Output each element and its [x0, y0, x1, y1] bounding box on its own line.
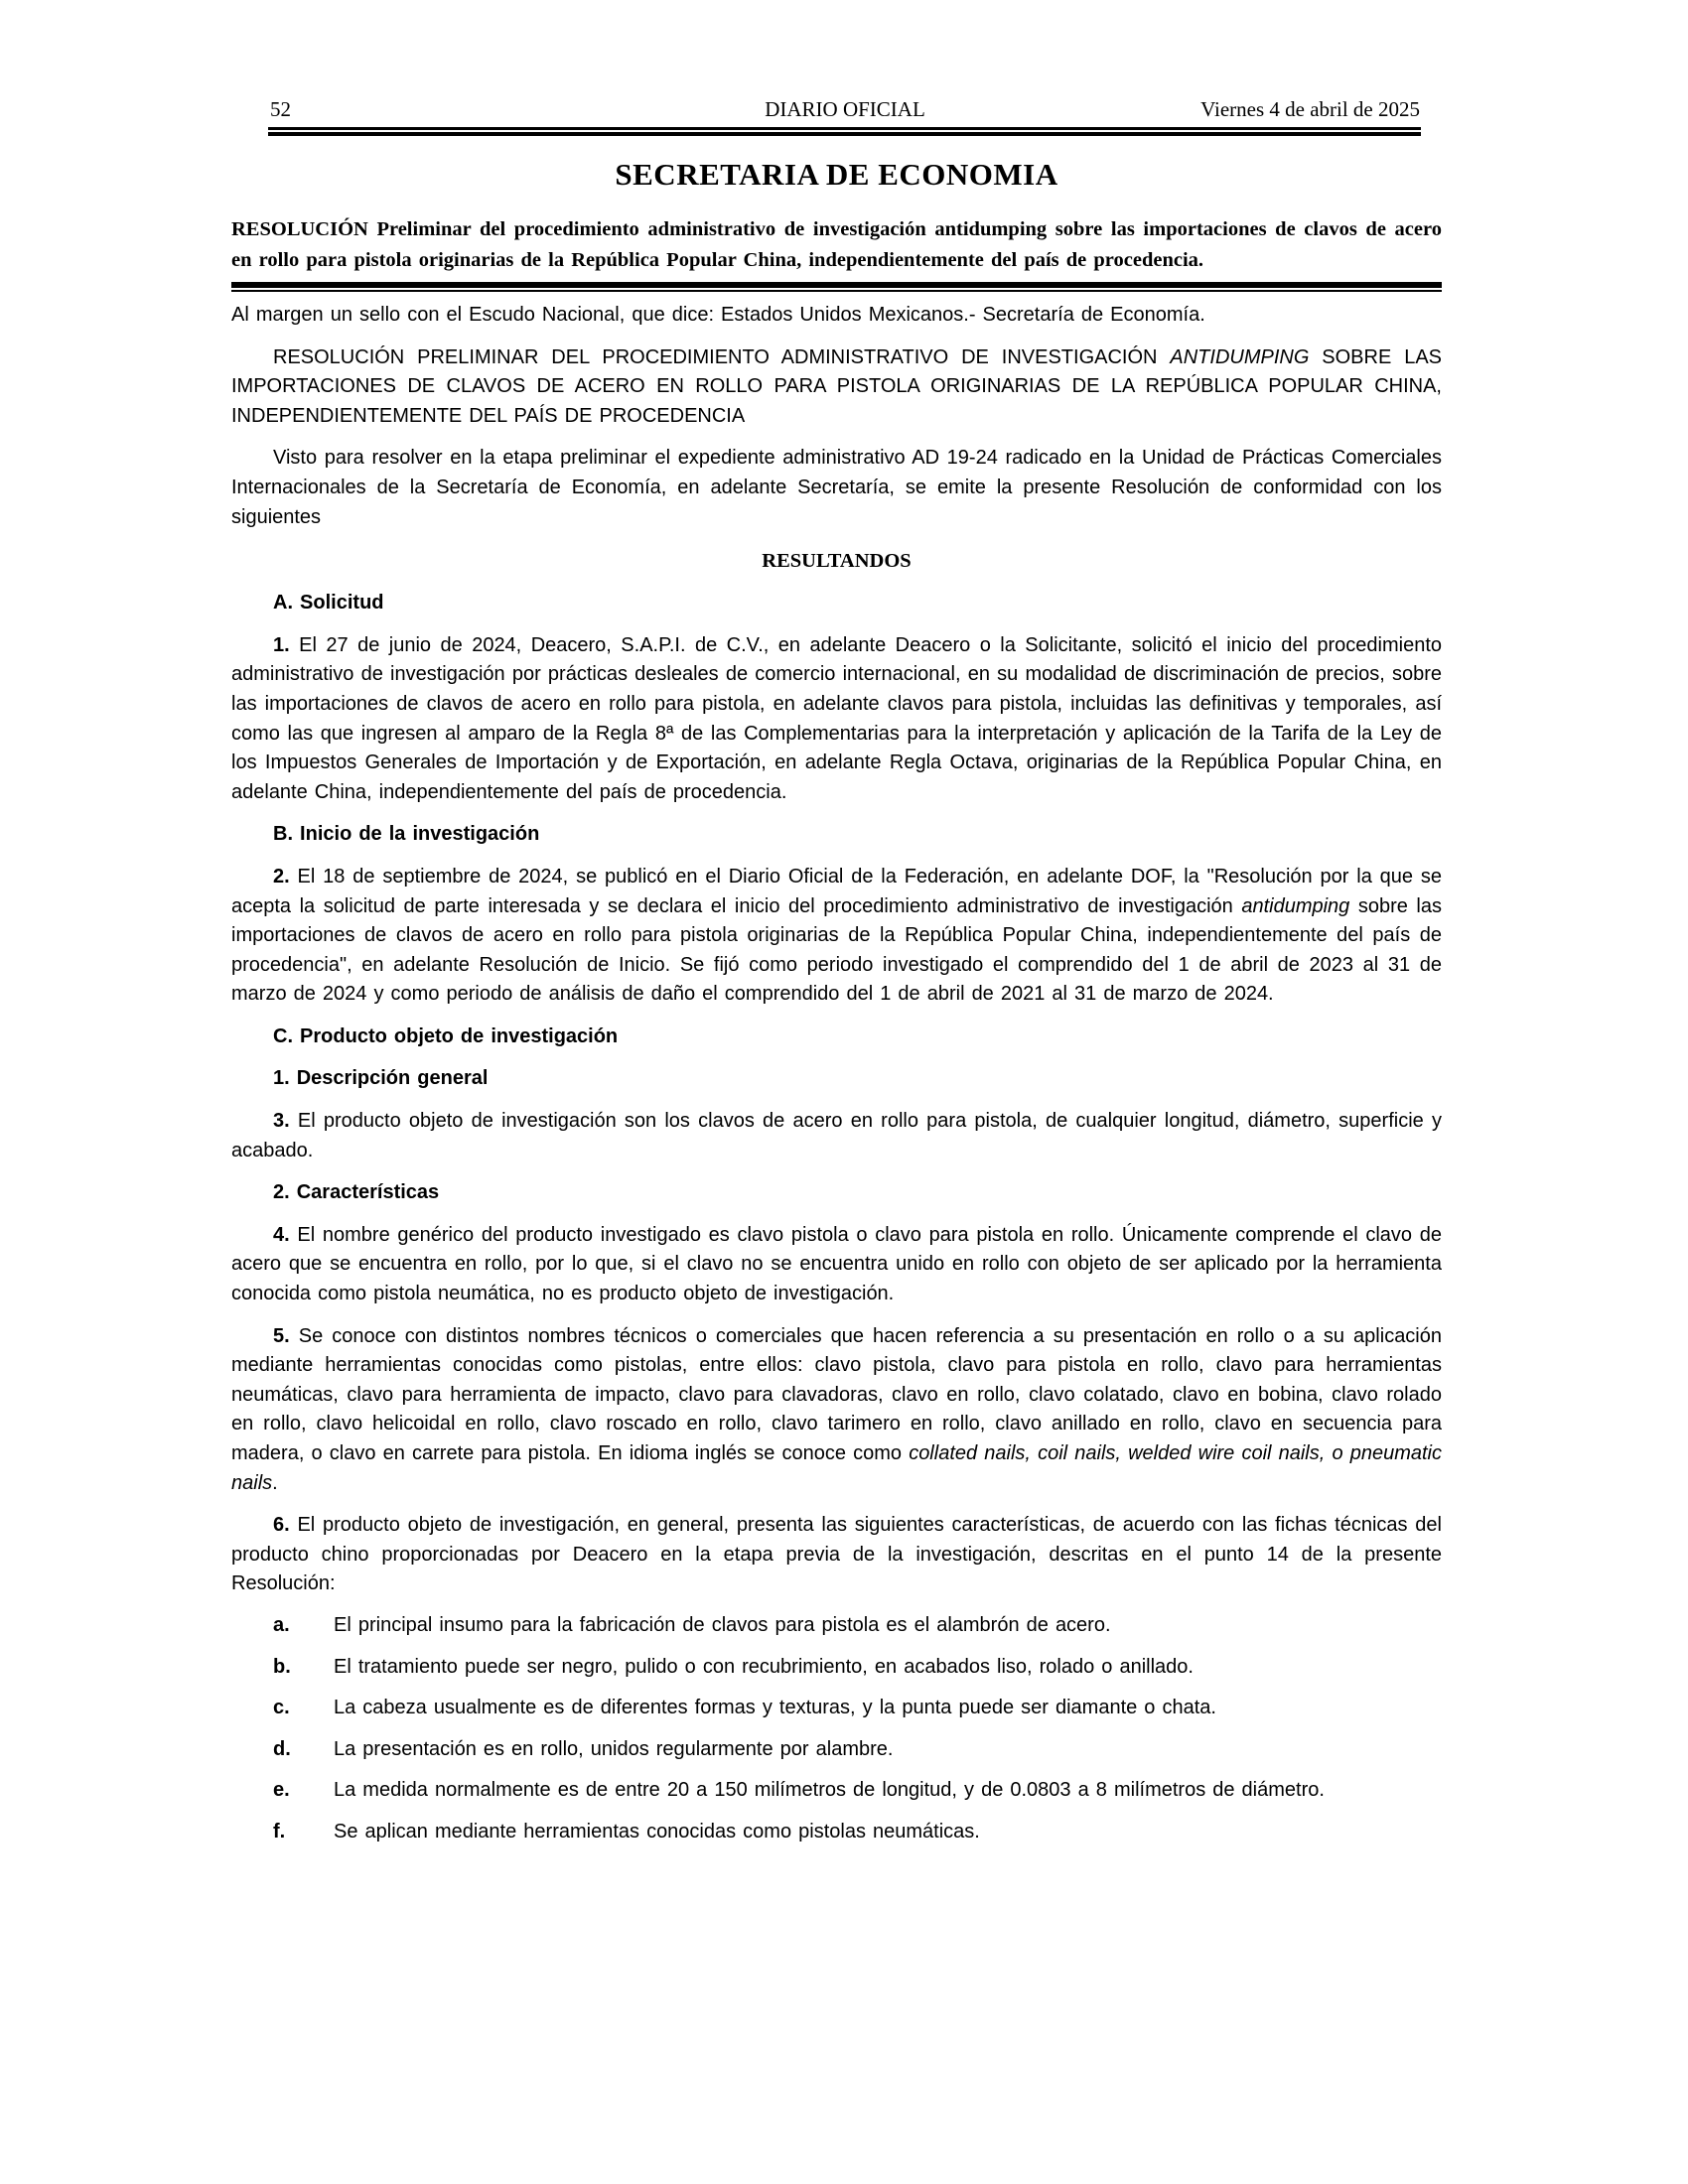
text-run: 3. [273, 1110, 290, 1133]
text-run: ANTIDUMPING [1170, 345, 1310, 368]
text-run: La presentación es en rollo, unidos regularmente por alambre. [334, 1737, 894, 1760]
text-run: Se conoce con distintos nombres técnicos o comerciales que hacen referencia a su presentación en rollo o a su aplicación mediante herramientas conocidas como pistolas, entre ellos: clavo pistola, clavo para pistola en rollo, clavo para herramientas neumáticas, clavo para herramienta de impacto, clavo para clavadoras, clavo en rollo, clavo colatado, clavo en bobina, clavo rolado en rollo, clavo helicoidal en rollo, clavo roscado en rollo, clavo tarimero en rollo, clavo anillado en rollo, clavo en secuencia para madera, o clavo en carrete para pistola. En idioma inglés se conoce como [231, 1324, 1442, 1464]
text-run: El tratamiento puede ser negro, pulido o con recubrimiento, en acabados liso, rolado o anillado. [334, 1655, 1194, 1678]
subseccion-1-descripcion [231, 1064, 1442, 1094]
text-run: B. Inicio de la investigación [273, 823, 540, 846]
text-run: La medida normalmente es de entre 20 a 150 milímetros de longitud, y de 0.0803 a 8 milímetros de diámetro. [334, 1779, 1325, 1802]
text-run: Se aplican mediante herramientas conocidas como pistolas neumáticas. [334, 1820, 980, 1843]
header-double-rule [268, 127, 1421, 136]
visto-para-resolver [231, 444, 1442, 532]
content-column [231, 157, 1442, 1847]
document-body [231, 301, 1442, 1847]
punto-3 [231, 1107, 1442, 1165]
punto-1 [231, 631, 1442, 808]
resolution-summary: RESOLUCIÓN Preliminar del procedimiento administrativo de investigación antidumping sobre las importaciones de clavos de acero en rollo para pistola originarias de la República Popular China, independientemente del país de procedencia. [231, 218, 1442, 271]
inciso-f [231, 1818, 1442, 1847]
separator-double-rule [231, 282, 1442, 292]
inciso-e [231, 1776, 1442, 1806]
inciso-b [231, 1653, 1442, 1683]
journal-name: DIARIO OFICIAL [765, 97, 925, 121]
item-letter: b. [273, 1655, 291, 1678]
text-run: 1. Descripción general [273, 1067, 489, 1090]
text-run: . [272, 1471, 278, 1494]
inciso-c [231, 1694, 1442, 1723]
punto-2 [231, 863, 1442, 1010]
item-letter: d. [273, 1737, 291, 1760]
page-number: 52 [270, 97, 291, 121]
al-margen [231, 301, 1442, 331]
text-run: A. Solicitud [273, 592, 384, 614]
inciso-a [231, 1611, 1442, 1641]
text-run: El principal insumo para la fabricación de clavos para pistola es el alambrón de acero. [334, 1613, 1111, 1636]
text-run: El 27 de junio de 2024, Deacero, S.A.P.I. de C.V., en adelante Deacero o la Solicitante, solicitó el inicio del procedimiento administrativo de investigación por prácticas desleales de comercio internacional, en su modalidad de discriminación de precios, sobre las importaciones de clavos de acero en rollo para pistola, en adelante clavos para pistola, incluidas las definitivas y temporales, así como las que ingresen al amparo de la Regla 8ª de las Complementarias para la interpretación y aplicación de la Tarifa de la Ley de los Impuestos Generales de Importación y de Exportación, en adelante Regla Octava, originarias de la República Popular China, en adelante China, independientemente del país de procedencia. [231, 633, 1442, 803]
text-run: SOBRE LAS IMPORTACIONES DE CLAVOS DE ACERO EN ROLLO PARA PISTOLA ORIGINARIAS DE LA REPÚBLICA POPULAR CHINA, INDEPENDIENTEMENTE DEL PAÍS DE PROCEDENCIA [231, 345, 1443, 427]
seccion-a-solicitud [231, 589, 1442, 618]
punto-6 [231, 1511, 1442, 1599]
page-masthead [270, 96, 1420, 122]
text-run: collated nails, coil nails, welded wire coil nails, o pneumatic nails [231, 1442, 1443, 1494]
text-run: antidumping [1241, 894, 1350, 917]
resolucion-preliminar-caps [231, 343, 1442, 432]
text-run: El 18 de septiembre de 2024, se publicó en el Diario Oficial de la Federación, en adelante DOF, la "Resolución por la que se acepta la solicitud de parte interesada y se declara el inicio del procedimiento administrativo de investigación [231, 865, 1442, 917]
item-letter: c. [273, 1697, 290, 1719]
rule-line-top [268, 127, 1421, 130]
seccion-c-producto [231, 1023, 1442, 1052]
rule-line-thick [231, 282, 1442, 288]
subseccion-2-caracteristicas [231, 1178, 1442, 1208]
text-run: 4. [273, 1223, 290, 1246]
punto-5 [231, 1322, 1442, 1499]
issue-date: Viernes 4 de abril de 2025 [1200, 97, 1420, 121]
text-run: Visto para resolver en la etapa preliminar el expediente administrativo AD 19-24 radicado en la Unidad de Prácticas Comerciales Internacionales de la Secretaría de Economía, en adelante Secretaría, se emite la presente Resolución de conformidad con los siguientes [231, 447, 1442, 528]
punto-4 [231, 1221, 1442, 1309]
text-run: 2. [273, 865, 290, 887]
text-run: El nombre genérico del producto investigado es clavo pistola o clavo para pistola en rollo. Únicamente comprende el clavo de acero que se encuentra en rollo, por lo que, si el clavo no se encuentra unido en rollo con objeto de ser aplicado por la herramienta conocida como pistola neumática, no es producto objeto de investigación. [231, 1223, 1442, 1305]
page-title: SECRETARIA DE ECONOMIA [615, 157, 1058, 192]
text-run: 6. [273, 1514, 290, 1537]
text-run: RESOLUCIÓN PRELIMINAR DEL PROCEDIMIENTO ADMINISTRATIVO DE INVESTIGACIÓN [273, 345, 1171, 368]
text-run: C. Producto objeto de investigación [273, 1024, 619, 1047]
text-run: 1. [273, 633, 290, 656]
text-run: La cabeza usualmente es de diferentes formas y texturas, y la punta puede ser diamante o chata. [334, 1697, 1216, 1719]
item-letter: f. [273, 1820, 286, 1843]
resultandos-heading [231, 546, 1442, 576]
text-run: El producto objeto de investigación, en general, presenta las siguientes características, de acuerdo con las fichas técnicas del producto chino proporcionadas por Deacero en la etapa previa de la investigación, descritas en el punto 14 de la presente Resolución: [231, 1514, 1442, 1595]
rule-line-thin [231, 290, 1442, 292]
text-run: 2. Características [273, 1181, 440, 1204]
text-run: RESULTANDOS [762, 550, 912, 573]
text-run: El producto objeto de investigación son los clavos de acero en rollo para pistola, de cualquier longitud, diámetro, superficie y acabado. [231, 1110, 1442, 1161]
inciso-d [231, 1735, 1442, 1765]
seccion-b-inicio [231, 820, 1442, 850]
item-letter: e. [273, 1779, 290, 1802]
text-run: 5. [273, 1324, 290, 1347]
text-run: sobre las importaciones de clavos de acero en rollo para pistola originarias de la República Popular China, independientemente del país de procedencia", en adelante Resolución de Inicio. Se fijó como periodo investigado el comprendido del 1 de abril de 2023 al 31 de marzo de 2024 y como periodo de análisis de daño el comprendido del 1 de abril de 2021 al 31 de marzo de 2024. [231, 894, 1442, 1006]
rule-line-bottom [268, 132, 1421, 136]
item-letter: a. [273, 1613, 290, 1636]
text-run: Al margen un sello con el Escudo Nacional, que dice: Estados Unidos Mexicanos.- Secretaría de Economía. [231, 304, 1205, 326]
